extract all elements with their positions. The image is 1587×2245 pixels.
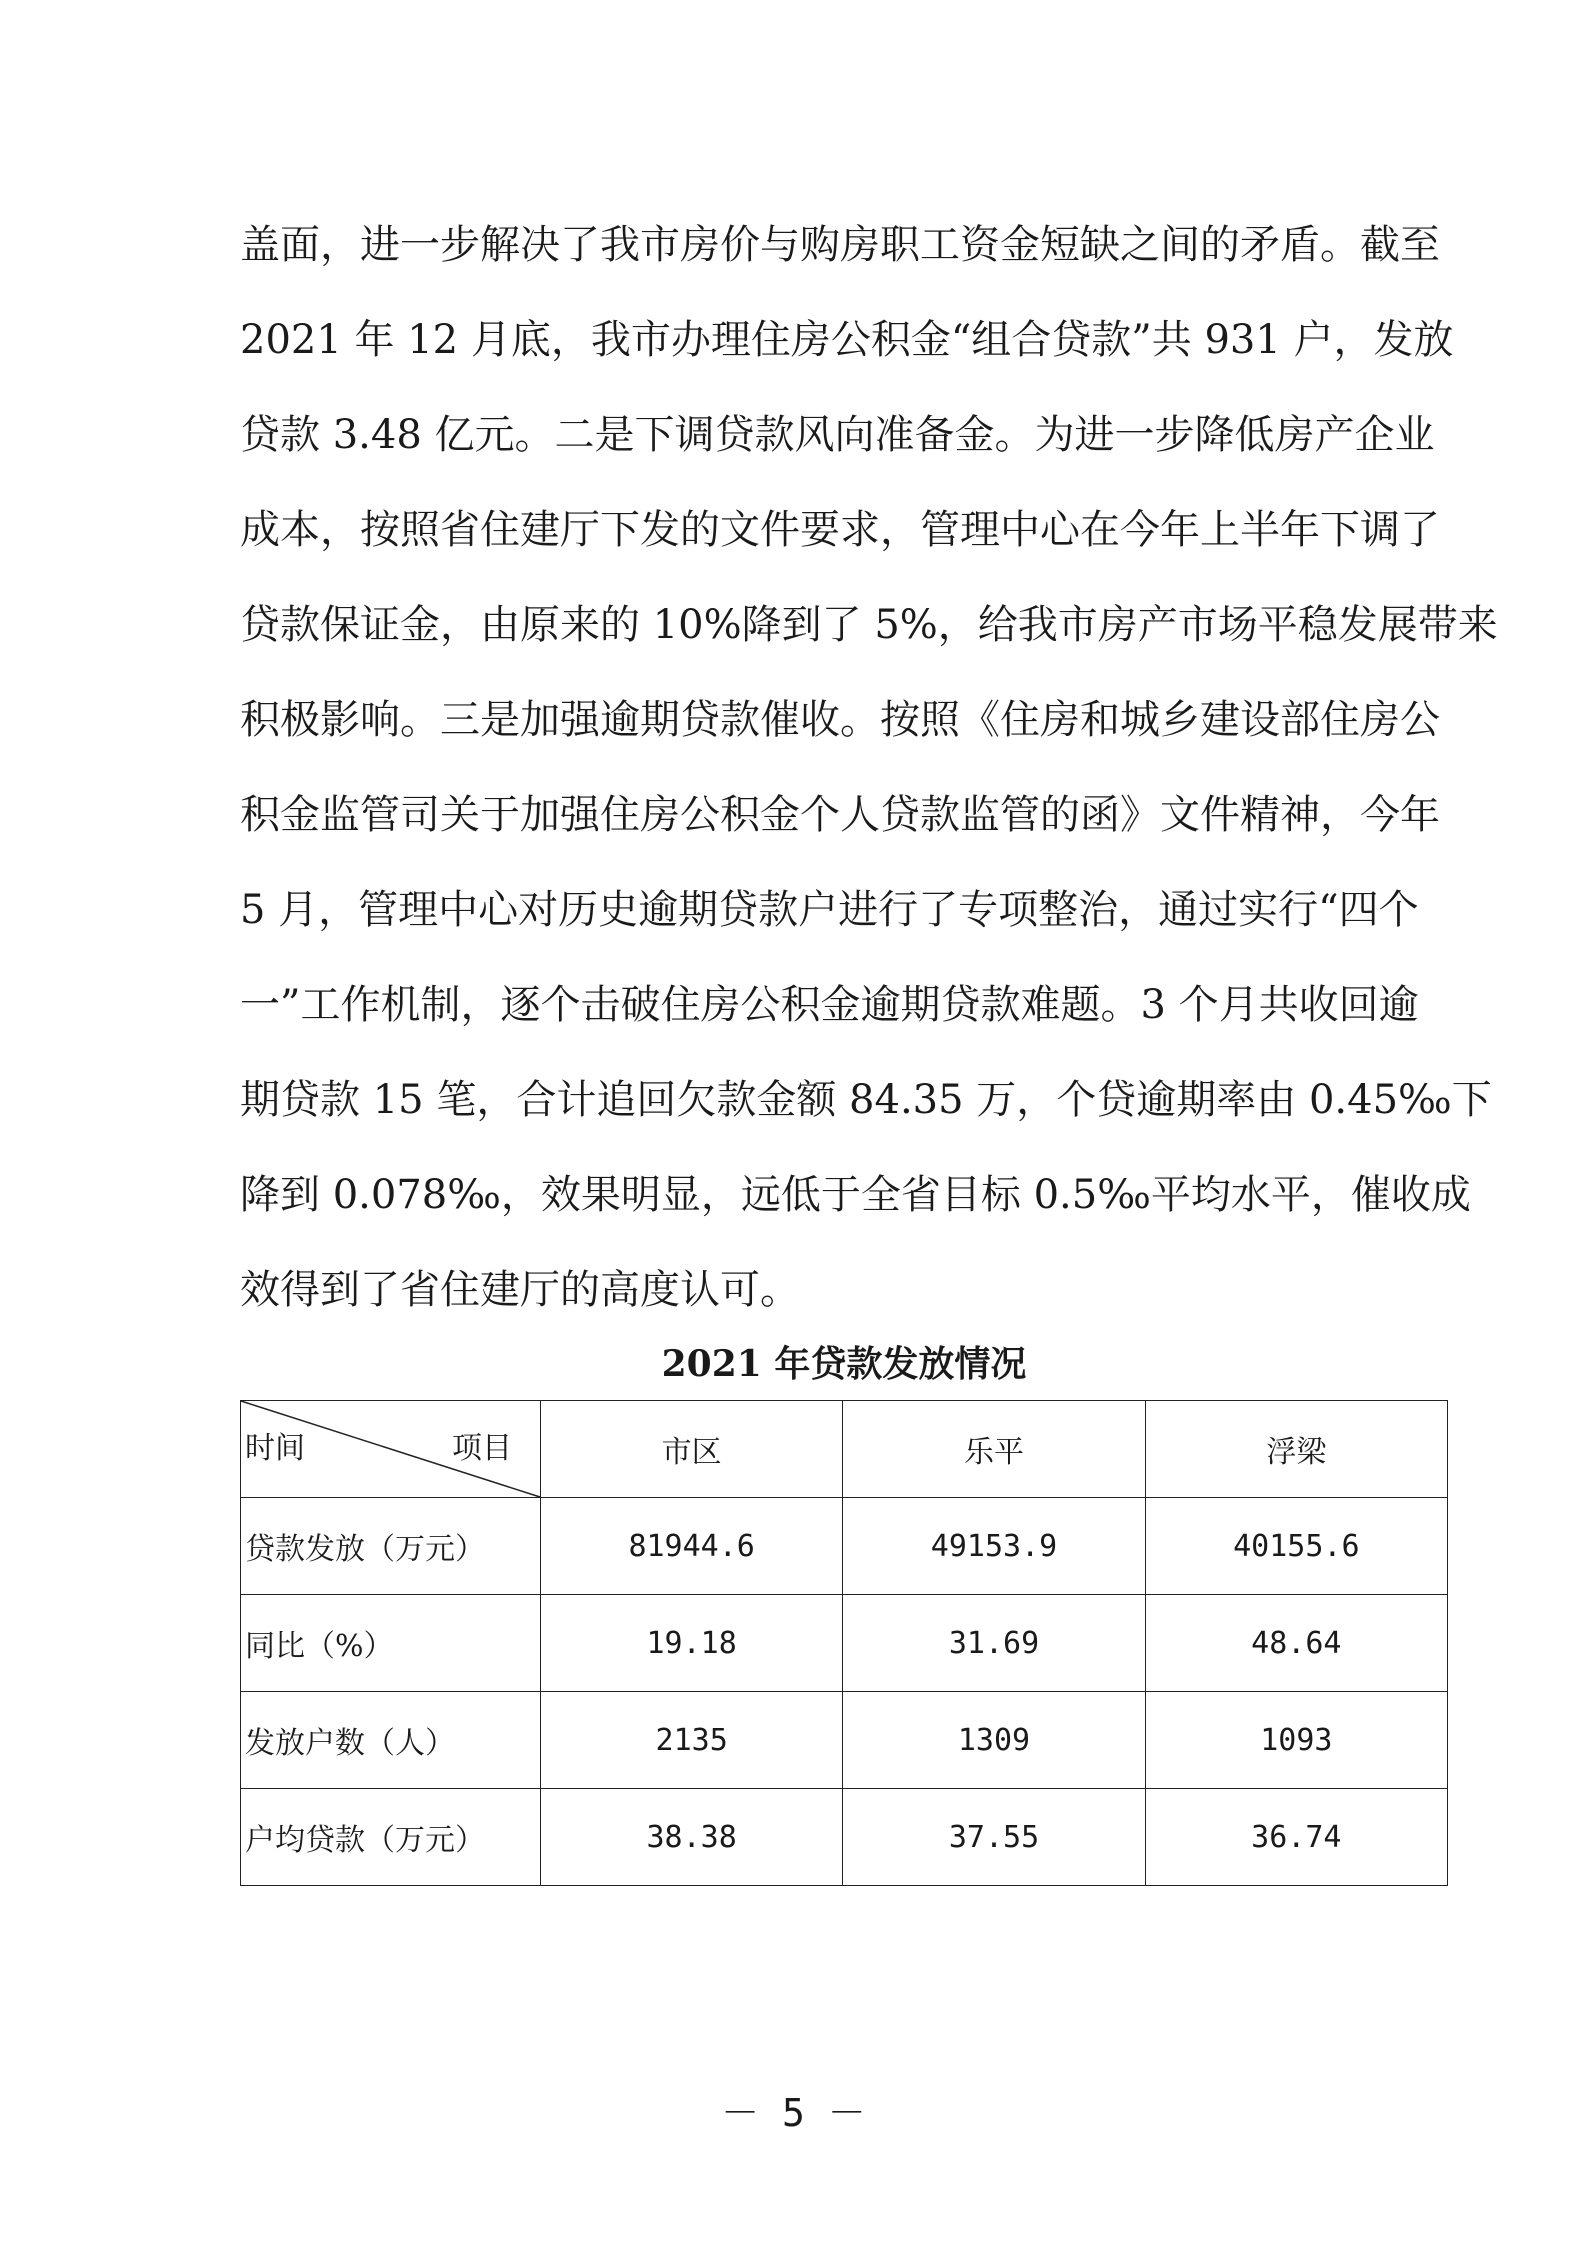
table-cell: 1309 <box>843 1692 1145 1789</box>
table-cell: 19.18 <box>541 1595 843 1692</box>
body-line: 5 月，管理中心对历史逾期贷款户进行了专项整治，通过实行“四个 <box>240 887 1419 933</box>
table-cell: 81944.6 <box>541 1498 843 1595</box>
table-row <box>241 1692 1448 1789</box>
body-line: 成本，按照省住建厅下发的文件要求，管理中心在今年上半年下调了 <box>240 507 1440 553</box>
table-cell: 2135 <box>541 1692 843 1789</box>
body-line: 积极影响。三是加强逾期贷款催收。按照《住房和城乡建设部住房公 <box>240 697 1440 743</box>
page-number: － 5 － <box>721 2091 866 2135</box>
table-cell: 37.55 <box>843 1789 1145 1886</box>
table-row <box>241 1595 1448 1692</box>
table-header-row <box>241 1401 1448 1498</box>
table-cell: 38.38 <box>541 1789 843 1886</box>
column-header: 乐平 <box>843 1401 1145 1498</box>
column-header: 浮梁 <box>1145 1401 1447 1498</box>
table-cell: 31.69 <box>843 1595 1145 1692</box>
table-cell: 1093 <box>1145 1692 1447 1789</box>
loan-table <box>240 1400 1448 1886</box>
row-label: 贷款发放（万元） <box>241 1498 541 1595</box>
body-line: 期贷款 15 笔，合计追回欠款金额 84.35 万，个贷逾期率由 0.45‰下 <box>240 1077 1492 1123</box>
body-line: 一”工作机制，逐个击破住房公积金逾期贷款难题。3 个月共收回逾 <box>240 982 1419 1028</box>
table-cell: 36.74 <box>1145 1789 1447 1886</box>
table-row <box>241 1498 1448 1595</box>
row-label: 同比（%） <box>241 1595 541 1692</box>
corner-label-item: 项目 <box>452 1431 512 1466</box>
table-row <box>241 1789 1448 1886</box>
body-line: 降到 0.078‰，效果明显，远低于全省目标 0.5‰平均水平，催收成 <box>240 1172 1471 1218</box>
body-line: 效得到了省住建厅的高度认可。 <box>240 1267 800 1313</box>
body-line: 2021 年 12 月底，我市办理住房公积金“组合贷款”共 931 户，发放 <box>240 317 1454 363</box>
body-line: 贷款 3.48 亿元。二是下调贷款风向准备金。为进一步降低房产企业 <box>240 412 1435 458</box>
body-line: 盖面，进一步解决了我市房价与购房职工资金短缺之间的矛盾。截至 <box>240 222 1440 268</box>
table-cell: 48.64 <box>1145 1595 1447 1692</box>
column-header: 市区 <box>541 1401 843 1498</box>
table-cell: 40155.6 <box>1145 1498 1447 1595</box>
body-line: 积金监管司关于加强住房公积金个人贷款监管的函》文件精神，今年 <box>240 792 1440 838</box>
body-line: 贷款保证金，由原来的 10%降到了 5%，给我市房产市场平稳发展带来 <box>240 602 1498 648</box>
table-title: 2021 年贷款发放情况 <box>661 1343 1027 1385</box>
table-corner-cell <box>241 1401 541 1498</box>
body-text <box>240 212 1498 1352</box>
row-label: 发放户数（人） <box>241 1692 541 1789</box>
row-label: 户均贷款（万元） <box>241 1789 541 1886</box>
corner-label-time: 时间 <box>245 1431 305 1466</box>
table-cell: 49153.9 <box>843 1498 1145 1595</box>
